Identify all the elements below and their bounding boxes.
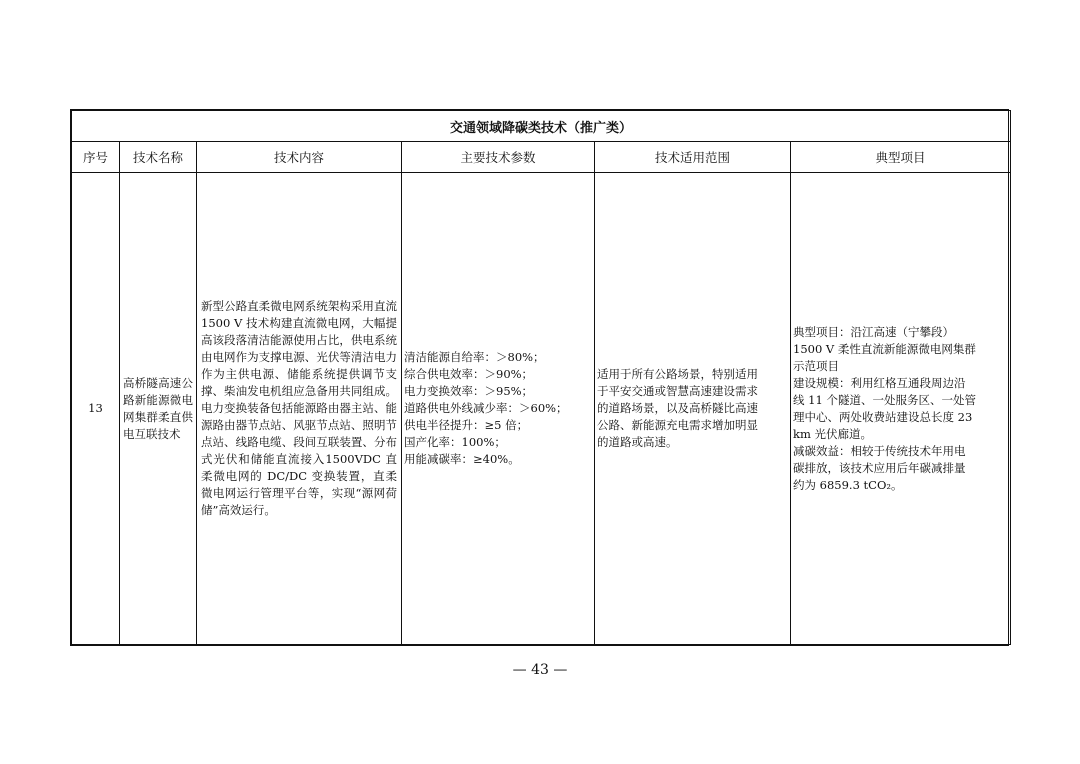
header-technology-content: 技术内容 [197,142,402,173]
header-technology-name: 技术名称 [120,142,197,173]
header-application-scope: 技术适用范围 [595,142,791,173]
document-table-frame [70,109,1009,646]
project-line: 示范项目 [793,358,839,373]
project-line: 线 11 个隧道、一处服务区、一处管 [793,392,976,407]
project-line: 减碳效益：相较于传统技术年用电 [793,443,966,458]
header-serial-number: 序号 [72,142,120,173]
scope-line: 的道路或高速。 [597,435,678,449]
project-line: 建设规模：利用红格互通段周边沿 [793,375,966,390]
param-line: 供电半径提升：≥5 倍； [404,418,529,432]
param-line: 综合供电效率：＞90%； [404,367,534,381]
cell-technology-name: 高桥隧高速公路新能源微电网集群柔直供电互联技术 [120,173,197,645]
scope-line: 公路、新能源充电需求增加明显 [597,418,758,432]
page-number: — 43 — [512,662,568,678]
cell-application-scope [595,173,791,645]
cell-technology-content: 新型公路直柔微电网系统架构采用直流 1500 V 技术构建直流微电网，大幅提高该段落清洁能源使用占比，供电系统由电网作为支撑电源、光伏等清洁电力作为主供电源、储能系统提供调节支撑、柴油发电机组应急备用共同组成。电力变换装备包括能源路由器主站、能源路由器节点站、风驱节点站、照明节点站、线路电缆、段间互联装置、分布式光伏和储能直流接入1500VDC 直柔微电网的 DC/DC 变换装置，直柔微电网运行管理平台等，实现“源网荷储”高效运行。 [197,173,402,645]
param-line: 电力变换效率：＞95%； [404,384,534,398]
param-line: 国产化率：100%； [404,435,506,449]
header-typical-project: 典型项目 [791,142,1011,173]
project-line: km 光伏廊道。 [793,426,873,441]
scope-line: 的道路场景，以及高桥隧比高速 [597,401,758,415]
project-line: 理中心、两处收费站建设总长度 23 [793,409,973,424]
cell-serial-number: 13 [72,173,120,645]
header-main-parameters: 主要技术参数 [402,142,595,173]
project-line: 典型项目：沿江高速（宁攀段） [793,324,954,339]
project-line: 碳排放，该技术应用后年碳减排量 [793,460,966,475]
technology-table [71,110,1011,645]
scope-line: 适用于所有公路场景，特别适用 [597,367,758,381]
project-line: 约为 6859.3 tCO₂。 [793,477,903,492]
param-line: 道路供电外线减少率：＞60%； [404,401,568,415]
param-line: 清洁能源自给率：＞80%； [404,350,545,364]
cell-main-parameters [402,173,595,645]
table-row [72,173,1011,645]
table-title: 交通领域降碳类技术（推广类） [72,111,1011,142]
scope-line: 于平安交通或智慧高速建设需求 [597,384,758,398]
param-line: 用能减碳率：≥40%。 [404,452,520,466]
cell-typical-project [791,173,1011,645]
project-line: 1500 V 柔性直流新能源微电网集群 [793,341,976,356]
